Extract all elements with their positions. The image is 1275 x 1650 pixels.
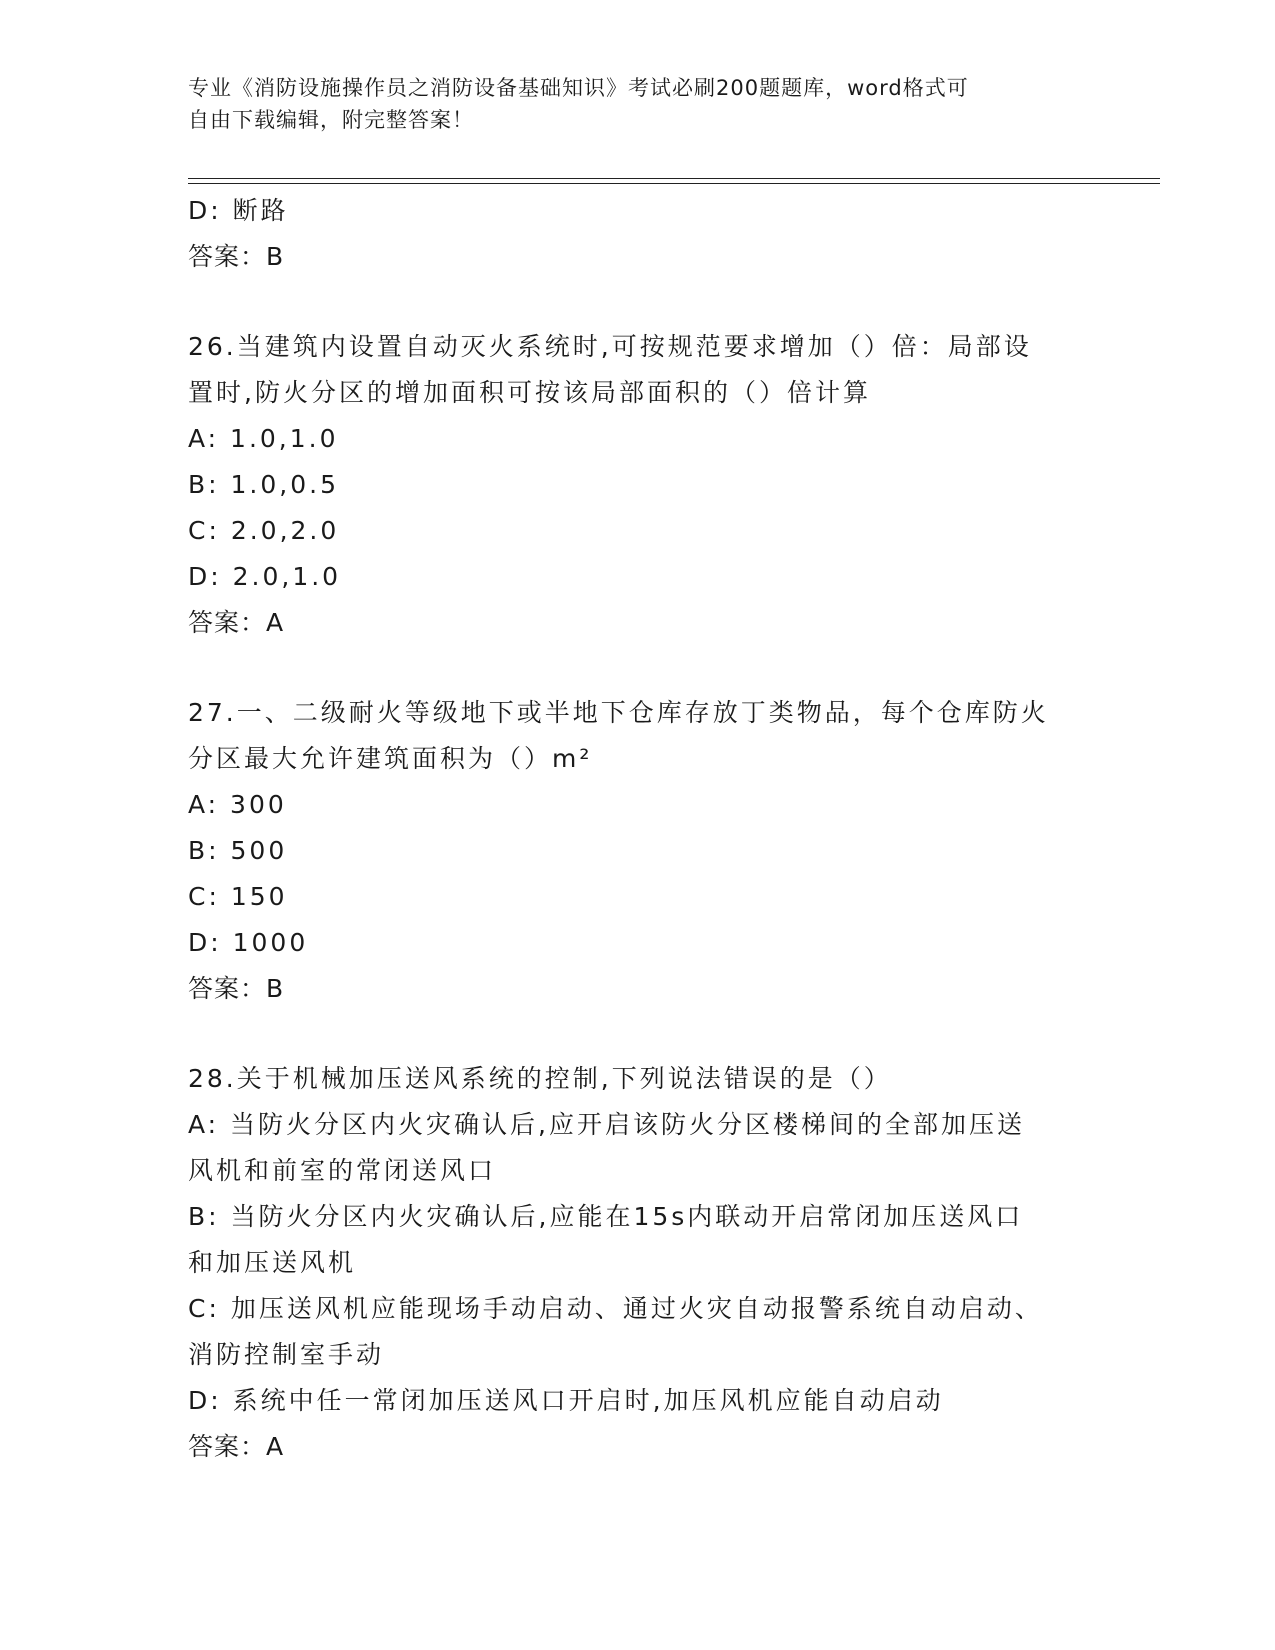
question-26 [188,324,1088,646]
option-b: B: 1.0,0.5 [188,470,339,499]
answer-line: 答案：B [188,974,285,1003]
option-c: C: 加压送风机应能现场手动启动、通过火灾自动报警系统自动启动、 [188,1294,1043,1323]
option-a: A: 300 [188,790,287,819]
question-28 [188,1056,1088,1470]
option-d: D: 2.0,1.0 [188,562,342,591]
option-d: D: 断路 [188,196,289,225]
question-stem: 置时,防火分区的增加面积可按该局部面积的（）倍计算 [188,378,871,407]
question-stem: 分区最大允许建筑面积为（）m² [188,744,593,773]
previous-question-tail [188,188,1088,280]
answer-line: 答案：A [188,1432,285,1461]
question-list [188,188,1088,1470]
option-b: B: 500 [188,836,288,865]
option-a: A: 当防火分区内火灾确认后,应开启该防火分区楼梯间的全部加压送 [188,1110,1025,1139]
header-divider-top [188,178,1160,179]
option-d: D: 1000 [188,928,309,957]
answer-line: 答案：A [188,608,285,637]
question-stem: 26.当建筑内设置自动灭火系统时,可按规范要求增加（）倍：局部设 [188,332,1032,361]
option-a: A: 1.0,1.0 [188,424,339,453]
option-c: C: 2.0,2.0 [188,516,340,545]
header-divider-bottom [188,183,1160,184]
option-c: C: 150 [188,882,288,911]
option-b-continued: 和加压送风机 [188,1248,357,1277]
option-b: B: 当防火分区内火灾确认后,应能在15s内联动开启常闭加压送风口 [188,1202,1024,1231]
question-27 [188,690,1088,1012]
header-line-1: 专业《消防设施操作员之消防设备基础知识》考试必刷200题题库，word格式可 [188,76,969,100]
question-stem: 27.一、二级耐火等级地下或半地下仓库存放丁类物品，每个仓库防火 [188,698,1049,727]
header-line-2: 自由下载编辑，附完整答案！ [188,108,474,132]
document-header [188,72,1068,136]
option-c-continued: 消防控制室手动 [188,1340,385,1369]
answer-line: 答案：B [188,242,285,271]
option-d: D: 系统中任一常闭加压送风口开启时,加压风机应能自动启动 [188,1386,944,1415]
question-stem: 28.关于机械加压送风系统的控制,下列说法错误的是（） [188,1064,892,1093]
option-a-continued: 风机和前室的常闭送风口 [188,1156,497,1185]
